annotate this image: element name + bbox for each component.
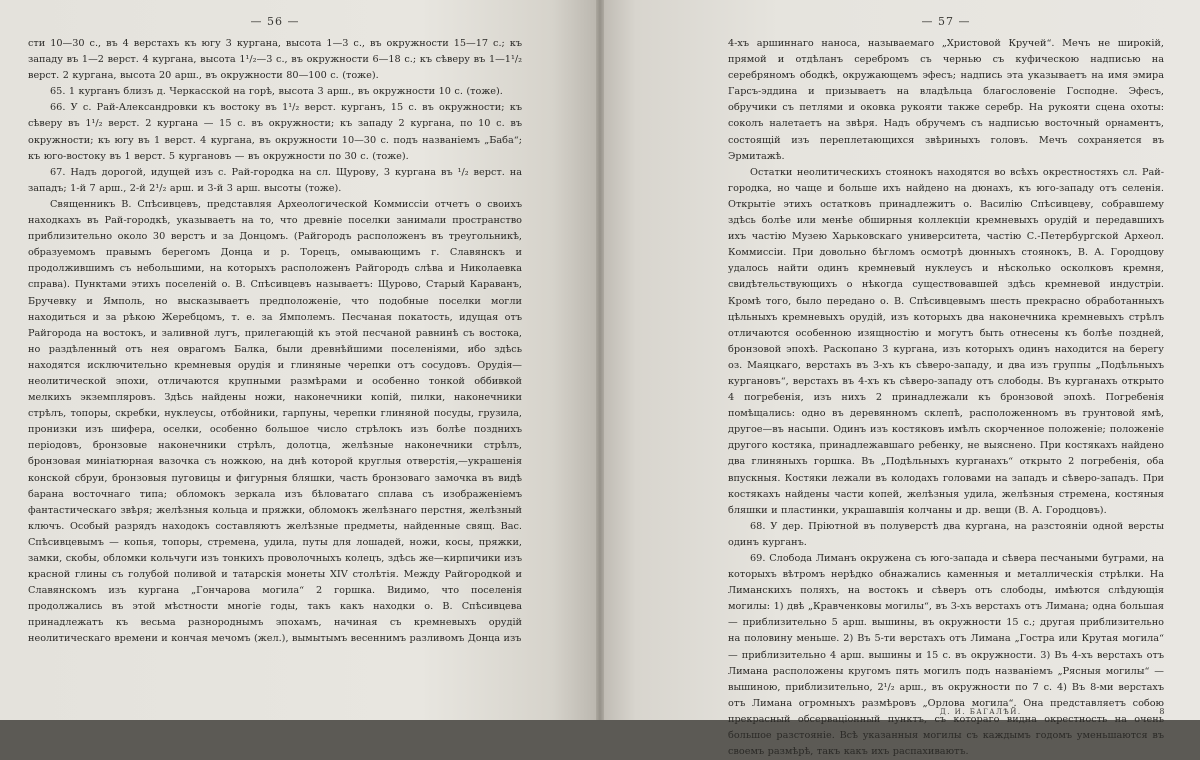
right-page (600, 0, 1200, 758)
book-gutter (596, 0, 604, 720)
paragraph: 65. 1 курганъ близъ д. Черкасской на горѣ, высота 3 арш., въ окружности 10 с. (тоже). (50, 86, 503, 98)
paragraph: сти 10—30 с., въ 4 верстахъ къ югу 3 кургана, высота 1—3 с., въ окружности 15—17 с.; къ западу въ 1—2 верст. 4 кургана, высота 1¹/₂—3 с., въ окружности 6—18 с.; къ сѣверу въ 1—1¹/₂ верст. 2 кургана, высота 20 арш., въ окружности 80—100 с. (тоже). (28, 38, 522, 82)
footer-signature: Д. И. БАГАЛѢЙ. (940, 708, 1022, 716)
paragraph: Священникъ В. Спѣсивцевъ, представляя Археологической Коммиссіи отчетъ о своихъ находкахъ въ Рай-городкѣ, указываетъ на то, что древніе поселки занимали пространство приблизительно около 30 верстъ и за Донцомъ. (Райгородъ расположенъ въ треугольникѣ, образуемомъ правымъ берегомъ Донца и р. Торецъ, омывающимъ г. Славянскъ и продолжившимъ съ небольшими, на которыхъ расположенъ Райгородъ слѣва и Николаевка справа). Пунктами этихъ поселеній о. В. Спѣсивцевъ называетъ: Щурово, Старый Караванъ, Бручевку и Ямполь, но высказываетъ предположеніе, что подобные поселки могли находиться и за рѣкою Жеребцомъ, т. е. за Ямполемъ. Песчаная покатость, идущая отъ Райгорода на востокъ, и заливной лугъ, прилегающій къ этой песчаной равнинѣ съ востока, но раздѣленный отъ нея оврагомъ Балка, были древнѣйшими поселеніями, ибо здѣсь находятся исключительно кремневыя орудія и глиняные черепки отъ сосудовъ. Орудія—неолитической эпохи, отличаются крупными размѣрами и особенно тонкой оббивкой мелкихъ экземпляровъ. Здѣсь найдены ножи, наконечники копій, пилки, наконечники стрѣлъ, топоры, скребки, нуклеусы, отбойники, гарпуны, черепки глиняной посуды, грузила, пронизки изъ шифера, оселки, особенно большое число стрѣлокъ изъ болѣе позднихъ періодовъ, бронзовые наконечники стрѣлъ, долотца, желѣзные наконечники стрѣлъ, бронзовая миніатюрная вазочка съ ножкою, на днѣ которой круглыя отверстія,—украшенія конской сбруи, бронзовыя пуговицы и фигурныя бляшки, часть бронзоваго замочка въ видѣ барана восточнаго типа; обломокъ зеркала изъ бѣловатаго сплава съ изображеніемъ фантастическаго звѣря; желѣзныя кольца и пряжки, обломокъ желѣзнаго перстня, желѣзный ключъ. Особый разрядъ находокъ составляютъ желѣзные предметы, найденные свящ. Вас. Спѣсивцевымъ — копья, топоры, стремена, удила, путы для лошадей, ножи, косы, пряжки, замки, скобы, обломки кольчуги изъ тонкихъ проволочныхъ колецъ, здѣсь же—кирпичики изъ красной глины съ голубой поливой и татарскія монеты XIV столѣтія. Между Райгородкой и Славянскомъ изъ кургана „Гончарова могила“ 2 горшка. Видимо, что поселенія продолжались въ этой мѣстности многіе годы, такъ какъ находки о. В. Спѣсивцева принадлежатъ къ весьма разнороднымъ эпохамъ, начиная съ кремневыхъ орудій неолитическаго времени и кончая мечомъ (жел.), вымытымъ весеннимъ разливомъ Донца изъ (28, 198, 522, 645)
paragraph: 4-хъ аршиннаго наноса, называемаго „Христовой Кручей“. Мечъ не широкій, прямой и отдѣланъ серебромъ съ чернью съ куфическою надписью на серебряномъ ободкѣ, окружающемъ эфесъ; надпись эта указываетъ на имя эмира Гарсъ-эддина и призываетъ на владѣльца благословеніе Господне. Эфесъ, обручики съ петлями и оковка рукояти также серебр. На рукояти сцена охоты: соколъ налетаетъ на звѣря. Надъ обручемъ съ надписью восточный орнаментъ, состоящій изъ переплетающихся звѣриныхъ головъ. Мечъ сохраняется въ Эрмитажѣ. (728, 38, 1164, 162)
signature-number: 8 (1159, 707, 1166, 716)
paragraph: 67. Надъ дорогой, идущей изъ с. Рай-городка на сл. Щурову, 3 кургана въ ¹/₂ верст. на западъ; 1-й 7 арш., 2-й 2¹/₂ арш. и 3-й 3 арш. высоты (тоже). (28, 166, 522, 194)
page-number-right: — 57 — (921, 15, 971, 28)
left-page (0, 0, 600, 720)
paragraph: Остатки неолитическихъ стоянокъ находятся во всѣхъ окрестностяхъ сл. Рай-городка, но чаще и больше ихъ найдено на дюнахъ, къ юго-западу отъ селенія. Открытіе этихъ остатковъ принадлежитъ о. Василію Спѣсивцеву, собравшему здѣсь болѣе или менѣе обширныя коллекціи кремневыхъ орудій и передавшихъ ихъ частію Музею Харьковскаго университета, частію С.-Петербургской Археол. Коммиссіи. При довольно бѣгломъ осмотрѣ дюнныхъ стоянокъ, В. А. Городцову удалось найти одинъ кремневый нуклеусъ и нѣсколько осколковъ кремня, свидѣтельствующихъ о нѣкогда существовавшей здѣсь кремневой индустріи. Кромѣ того, было передано о. В. Спѣсивцевымъ шесть прекрасно обработанныхъ цѣльныхъ кремневыхъ орудій, изъ которыхъ два наконечника кремневыхъ стрѣлъ отличаются особенною изящностію и могутъ быть отнесены къ болѣе поздней, бронзовой эпохѣ. Раскопано 3 кургана, изъ которыхъ одинъ находится на берегу оз. Маяцкаго, верстахъ въ 3-хъ къ сѣверо-западу, и два изъ группы „Подѣльныхъ кургановъ“, верстахъ въ 4-хъ къ сѣверо-западу отъ слободы. Въ курганахъ открыто 4 погребенія, изъ нихъ 2 принадлежали къ бронзовой эпохѣ. Погребенія помѣщались: одно въ деревянномъ склепѣ, расположенномъ въ грунтовой ямѣ, другое—въ насыпи. Одинъ изъ костяковъ имѣлъ скорченное положеніе; положеніе другого костяка, принадлежавшаго ребенку, не выяснено. При костякахъ найдено два глиняныхъ горшка. Въ „Подѣльныхъ курганахъ“ открыто 2 погребенія, оба впускныя. Костяки лежали въ колодахъ головами на западъ и сѣверо-западъ. При костякахъ найдены части копей, желѣзныя удила, желѣзныя стремена, костяныя бляшки и пластинки, украшавшія колчаны и др. вещи (В. А. Городцовъ). (728, 166, 1164, 516)
paragraph: 68. У дер. Пріютной въ полуверстѣ два кургана, на разстояніи одной версты одинъ курганъ. (728, 520, 1164, 548)
paragraph: 69. Слобода Лиманъ окружена съ юго-запада и сѣвера песчаными буграми, на которыхъ вѣтромъ нерѣдко обнажались каменныя и металлическія стрѣлки. На Лиманскихъ поляхъ, на востокъ и сѣверъ отъ слободы, имѣются слѣдующія могилы: 1) двѣ „Кравченковы могилы“, въ 3-хъ верстахъ отъ Лимана; одна большая — приблизительно 5 арш. вышины, въ окружности 15 с.; другая приблизительно на половину меньше. 2) Въ 5-ти верстахъ отъ Лимана „Гостра или Крутая могила“ — приблизительно 4 арш. вышины и 15 с. въ окружности. 3) Въ 4-хъ верстахъ отъ Лимана расположены кругомъ пять могилъ подъ названіемъ „Рясныя могилы“ — вышиною, приблизительно, 2¹/₂ арш., въ окружности по 7 с. 4) Въ 8-ми верстахъ отъ Лимана огромныхъ размѣровъ „Орлова могила“. Она представляетъ собою прекрасный обсерваціонный пунктъ, съ котораго видна окрестность на очень большое разстояніе. Всѣ указанныя могилы съ каждымъ годомъ уменьшаются въ своемъ размѣрѣ, такъ какъ ихъ распахиваютъ. (728, 553, 1164, 758)
paragraph: 66. У с. Рай-Александровки къ востоку въ 1¹/₂ верст. курганъ, 15 с. въ окружности; къ сѣверу въ 1¹/₂ верст. 2 кургана — 15 с. въ окружности; къ западу 2 кургана, по 10 с. въ окружности; къ югу въ 1 верст. 4 кургана, въ окружности 10—30 с. подъ названіемъ „Баба“; къ юго-востоку въ 1 верст. 5 кургановъ — въ окружности по 30 с. (тоже). (28, 102, 522, 162)
page-number-left: — 56 — (250, 15, 300, 28)
